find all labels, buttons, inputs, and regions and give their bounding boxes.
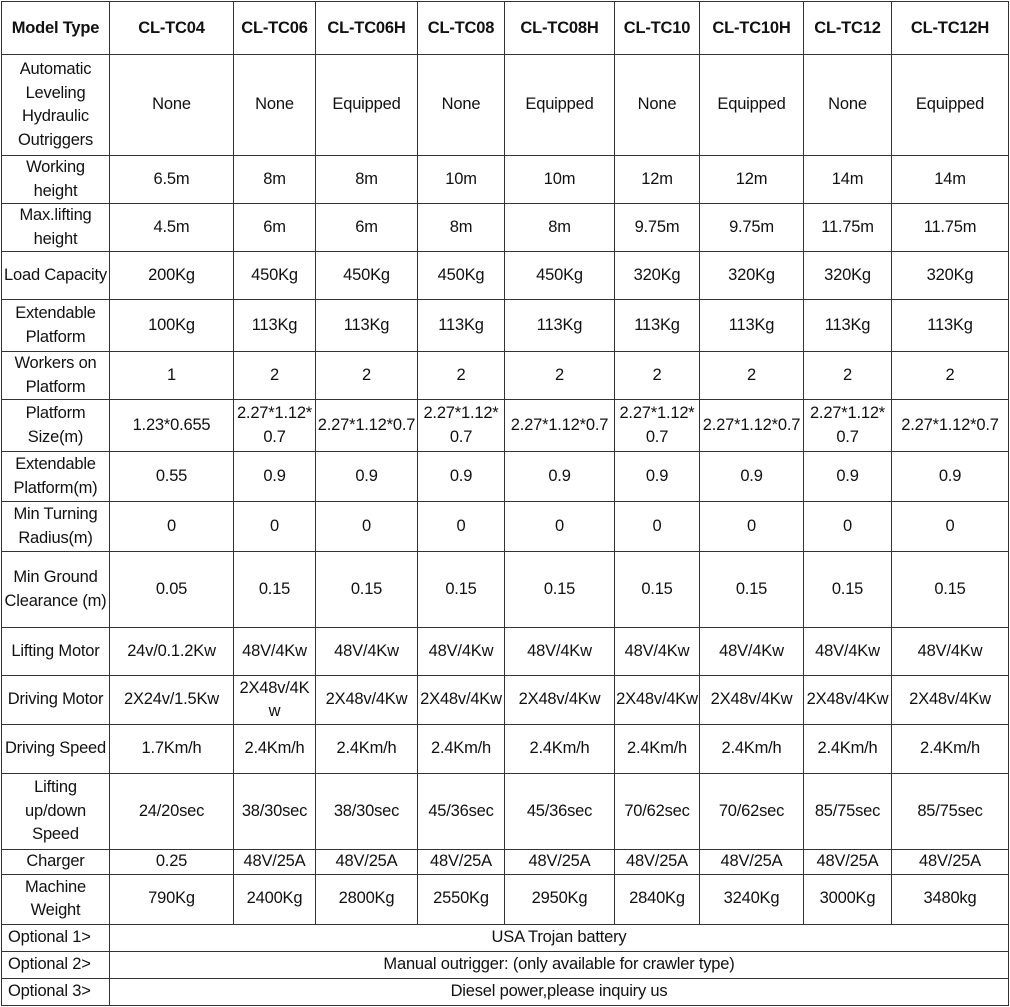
- row-label: Load Capacity: [2, 252, 110, 300]
- spec-cell: 2.4Km/h: [418, 725, 505, 774]
- spec-cell: 0: [615, 502, 700, 552]
- spec-cell: 8m: [234, 156, 316, 204]
- spec-cell: 0.9: [234, 452, 316, 502]
- spec-cell: 0: [418, 502, 505, 552]
- spec-cell: 2: [505, 352, 615, 400]
- spec-cell: 2.27*1.12*0.7: [615, 400, 700, 452]
- spec-cell: 2.27*1.12*0.7: [316, 400, 418, 452]
- spec-row-working-height: [2, 156, 1009, 204]
- row-label: Workers on Platform: [2, 352, 110, 400]
- spec-cell: 9.75m: [615, 204, 700, 252]
- spec-cell: 70/62sec: [700, 774, 804, 850]
- spec-cell: 8m: [505, 204, 615, 252]
- spec-cell: 8m: [316, 156, 418, 204]
- spec-cell: 48V/4Kw: [234, 628, 316, 676]
- spec-cell: 2X48v/4Kw: [804, 676, 892, 725]
- spec-row-automatic-leveling-hydraulic-outriggers: [2, 55, 1009, 156]
- spec-cell: 2.4Km/h: [615, 725, 700, 774]
- spec-cell: 0.15: [804, 552, 892, 628]
- spec-cell: 45/36sec: [505, 774, 615, 850]
- spec-cell: 2X48v/4Kw: [234, 676, 316, 725]
- spec-cell: 2: [234, 352, 316, 400]
- spec-cell: 11.75m: [892, 204, 1009, 252]
- row-label: Charger: [2, 850, 110, 875]
- spec-cell: 10m: [418, 156, 505, 204]
- optional-label: Optional 2>: [2, 951, 110, 978]
- spec-cell: 2.27*1.12*0.7: [505, 400, 615, 452]
- spec-cell: 113Kg: [418, 300, 505, 352]
- spec-body: [2, 55, 1009, 1006]
- row-label: Min Ground Clearance (m): [2, 552, 110, 628]
- spec-cell: 48V/4Kw: [316, 628, 418, 676]
- spec-cell: 70/62sec: [615, 774, 700, 850]
- row-label: Driving Speed: [2, 725, 110, 774]
- spec-row-min-ground-clearance-m: [2, 552, 1009, 628]
- spec-cell: 48V/25A: [418, 850, 505, 875]
- spec-cell: 48V/4Kw: [418, 628, 505, 676]
- spec-cell: 9.75m: [700, 204, 804, 252]
- spec-cell: 0.9: [892, 452, 1009, 502]
- spec-cell: 2.4Km/h: [700, 725, 804, 774]
- spec-cell: 0.55: [110, 452, 234, 502]
- header-row: [2, 2, 1009, 55]
- optional-value: Diesel power,please inquiry us: [110, 978, 1009, 1005]
- spec-cell: 85/75sec: [892, 774, 1009, 850]
- row-label: Driving Motor: [2, 676, 110, 725]
- spec-row-extendable-platform-m: [2, 452, 1009, 502]
- spec-cell: 2X48v/4Kw: [892, 676, 1009, 725]
- header-label: Model Type: [2, 2, 110, 55]
- spec-cell: 48V/4Kw: [700, 628, 804, 676]
- spec-cell: 2950Kg: [505, 874, 615, 924]
- spec-cell: 0.15: [418, 552, 505, 628]
- spec-cell: 12m: [700, 156, 804, 204]
- row-label: Extendable Platform(m): [2, 452, 110, 502]
- spec-cell: 1.23*0.655: [110, 400, 234, 452]
- row-label: Min Turning Radius(m): [2, 502, 110, 552]
- spec-cell: 2.27*1.12*0.7: [700, 400, 804, 452]
- spec-cell: None: [418, 55, 505, 156]
- optional-row-2: [2, 951, 1009, 978]
- spec-cell: 6m: [316, 204, 418, 252]
- spec-cell: 2400Kg: [234, 874, 316, 924]
- spec-cell: 2: [615, 352, 700, 400]
- spec-cell: 2X48v/4Kw: [505, 676, 615, 725]
- spec-cell: 2.4Km/h: [234, 725, 316, 774]
- model-header-cl-tc04: CL-TC04: [110, 2, 234, 55]
- spec-cell: 200Kg: [110, 252, 234, 300]
- spec-cell: 0.9: [418, 452, 505, 502]
- spec-cell: 450Kg: [234, 252, 316, 300]
- spec-cell: 2: [700, 352, 804, 400]
- spec-cell: 2.4Km/h: [892, 725, 1009, 774]
- spec-cell: 48V/4Kw: [615, 628, 700, 676]
- spec-cell: 3240Kg: [700, 874, 804, 924]
- model-header-cl-tc10: CL-TC10: [615, 2, 700, 55]
- spec-row-min-turning-radius-m: [2, 502, 1009, 552]
- spec-cell: 2: [804, 352, 892, 400]
- spec-cell: 2.27*1.12*0.7: [892, 400, 1009, 452]
- spec-cell: 2.4Km/h: [505, 725, 615, 774]
- spec-cell: 320Kg: [892, 252, 1009, 300]
- spec-cell: 0.15: [316, 552, 418, 628]
- spec-cell: 6m: [234, 204, 316, 252]
- spec-cell: Equipped: [892, 55, 1009, 156]
- row-label: Platform Size(m): [2, 400, 110, 452]
- model-header-cl-tc06h: CL-TC06H: [316, 2, 418, 55]
- spec-cell: 14m: [804, 156, 892, 204]
- spec-cell: 45/36sec: [418, 774, 505, 850]
- spec-cell: 0.9: [316, 452, 418, 502]
- spec-row-extendable-platform: [2, 300, 1009, 352]
- spec-cell: 2X24v/1.5Kw: [110, 676, 234, 725]
- spec-cell: 3000Kg: [804, 874, 892, 924]
- spec-cell: 113Kg: [234, 300, 316, 352]
- row-label: Lifting up/down Speed: [2, 774, 110, 850]
- row-label: Max.lifting height: [2, 204, 110, 252]
- spec-cell: 85/75sec: [804, 774, 892, 850]
- spec-cell: 11.75m: [804, 204, 892, 252]
- model-header-cl-tc06: CL-TC06: [234, 2, 316, 55]
- spec-row-lifting-motor: [2, 628, 1009, 676]
- spec-cell: 0.25: [110, 850, 234, 875]
- spec-cell: 48V/25A: [505, 850, 615, 875]
- spec-cell: 100Kg: [110, 300, 234, 352]
- spec-row-load-capacity: [2, 252, 1009, 300]
- spec-cell: Equipped: [505, 55, 615, 156]
- model-header-cl-tc08h: CL-TC08H: [505, 2, 615, 55]
- spec-cell: 0.15: [892, 552, 1009, 628]
- spec-cell: 6.5m: [110, 156, 234, 204]
- spec-cell: 2800Kg: [316, 874, 418, 924]
- optional-value: Manual outrigger: (only available for crawler type): [110, 951, 1009, 978]
- spec-row-driving-speed: [2, 725, 1009, 774]
- spec-cell: 3480kg: [892, 874, 1009, 924]
- spec-cell: 48V/4Kw: [804, 628, 892, 676]
- row-label: Automatic Leveling Hydraulic Outriggers: [2, 55, 110, 156]
- spec-table: [1, 1, 1009, 1006]
- spec-row-machine-weight: [2, 874, 1009, 924]
- spec-cell: None: [804, 55, 892, 156]
- spec-row-charger: [2, 850, 1009, 875]
- spec-cell: 113Kg: [804, 300, 892, 352]
- optional-label: Optional 3>: [2, 978, 110, 1005]
- spec-cell: 48V/25A: [615, 850, 700, 875]
- spec-cell: 0.05: [110, 552, 234, 628]
- spec-cell: 2.27*1.12*0.7: [234, 400, 316, 452]
- spec-cell: 48V/25A: [316, 850, 418, 875]
- spec-cell: 0.15: [234, 552, 316, 628]
- spec-cell: None: [615, 55, 700, 156]
- spec-cell: 0: [234, 502, 316, 552]
- spec-cell: 4.5m: [110, 204, 234, 252]
- spec-cell: 12m: [615, 156, 700, 204]
- spec-cell: 2840Kg: [615, 874, 700, 924]
- optional-value: USA Trojan battery: [110, 924, 1009, 951]
- spec-cell: 2: [316, 352, 418, 400]
- spec-cell: 0.15: [615, 552, 700, 628]
- spec-cell: 1.7Km/h: [110, 725, 234, 774]
- row-label: Machine Weight: [2, 874, 110, 924]
- spec-cell: 48V/25A: [892, 850, 1009, 875]
- spec-cell: 2.27*1.12*0.7: [804, 400, 892, 452]
- row-label: Working height: [2, 156, 110, 204]
- model-header-cl-tc08: CL-TC08: [418, 2, 505, 55]
- spec-row-max-lifting-height: [2, 204, 1009, 252]
- spec-cell: 2X48v/4Kw: [615, 676, 700, 725]
- model-header-cl-tc10h: CL-TC10H: [700, 2, 804, 55]
- spec-cell: 113Kg: [615, 300, 700, 352]
- spec-cell: 450Kg: [418, 252, 505, 300]
- spec-cell: 0: [316, 502, 418, 552]
- model-header-cl-tc12: CL-TC12: [804, 2, 892, 55]
- spec-cell: 2X48v/4Kw: [418, 676, 505, 725]
- spec-cell: None: [234, 55, 316, 156]
- spec-cell: 14m: [892, 156, 1009, 204]
- spec-cell: 2.27*1.12*0.7: [418, 400, 505, 452]
- spec-cell: 2X48v/4Kw: [316, 676, 418, 725]
- spec-cell: 38/30sec: [316, 774, 418, 850]
- spec-cell: None: [110, 55, 234, 156]
- spec-cell: 0: [700, 502, 804, 552]
- spec-cell: 0.15: [505, 552, 615, 628]
- spec-cell: 24v/0.1.2Kw: [110, 628, 234, 676]
- spec-cell: 1: [110, 352, 234, 400]
- spec-cell: 320Kg: [700, 252, 804, 300]
- spec-cell: 0: [804, 502, 892, 552]
- spec-cell: 790Kg: [110, 874, 234, 924]
- optional-label: Optional 1>: [2, 924, 110, 951]
- spec-cell: 320Kg: [615, 252, 700, 300]
- spec-cell: 113Kg: [505, 300, 615, 352]
- spec-cell: 0.15: [700, 552, 804, 628]
- spec-cell: 48V/4Kw: [505, 628, 615, 676]
- spec-cell: Equipped: [700, 55, 804, 156]
- spec-row-platform-size-m: [2, 400, 1009, 452]
- row-label: Extendable Platform: [2, 300, 110, 352]
- spec-row-lifting-up-down-speed: [2, 774, 1009, 850]
- spec-cell: 0: [892, 502, 1009, 552]
- spec-cell: 450Kg: [505, 252, 615, 300]
- spec-cell: 113Kg: [892, 300, 1009, 352]
- spec-cell: 48V/25A: [804, 850, 892, 875]
- spec-cell: 24/20sec: [110, 774, 234, 850]
- spec-cell: 113Kg: [700, 300, 804, 352]
- spec-cell: 38/30sec: [234, 774, 316, 850]
- spec-cell: 8m: [418, 204, 505, 252]
- model-header-cl-tc12h: CL-TC12H: [892, 2, 1009, 55]
- spec-cell: 2.4Km/h: [804, 725, 892, 774]
- spec-cell: 0.9: [615, 452, 700, 502]
- spec-cell: 2X48v/4Kw: [700, 676, 804, 725]
- spec-row-driving-motor: [2, 676, 1009, 725]
- spec-cell: 0.9: [700, 452, 804, 502]
- spec-cell: 0.9: [804, 452, 892, 502]
- spec-cell: 450Kg: [316, 252, 418, 300]
- optional-row-1: [2, 924, 1009, 951]
- spec-cell: 48V/4Kw: [892, 628, 1009, 676]
- spec-cell: 2550Kg: [418, 874, 505, 924]
- spec-cell: 0: [110, 502, 234, 552]
- spec-cell: 48V/25A: [234, 850, 316, 875]
- optional-row-3: [2, 978, 1009, 1005]
- spec-cell: 2: [892, 352, 1009, 400]
- spec-cell: 10m: [505, 156, 615, 204]
- spec-row-workers-on-platform: [2, 352, 1009, 400]
- spec-cell: 2.4Km/h: [316, 725, 418, 774]
- spec-cell: 2: [418, 352, 505, 400]
- spec-cell: 0: [505, 502, 615, 552]
- spec-cell: 0.9: [505, 452, 615, 502]
- spec-cell: 113Kg: [316, 300, 418, 352]
- spec-cell: Equipped: [316, 55, 418, 156]
- spec-cell: 48V/25A: [700, 850, 804, 875]
- spec-cell: 320Kg: [804, 252, 892, 300]
- row-label: Lifting Motor: [2, 628, 110, 676]
